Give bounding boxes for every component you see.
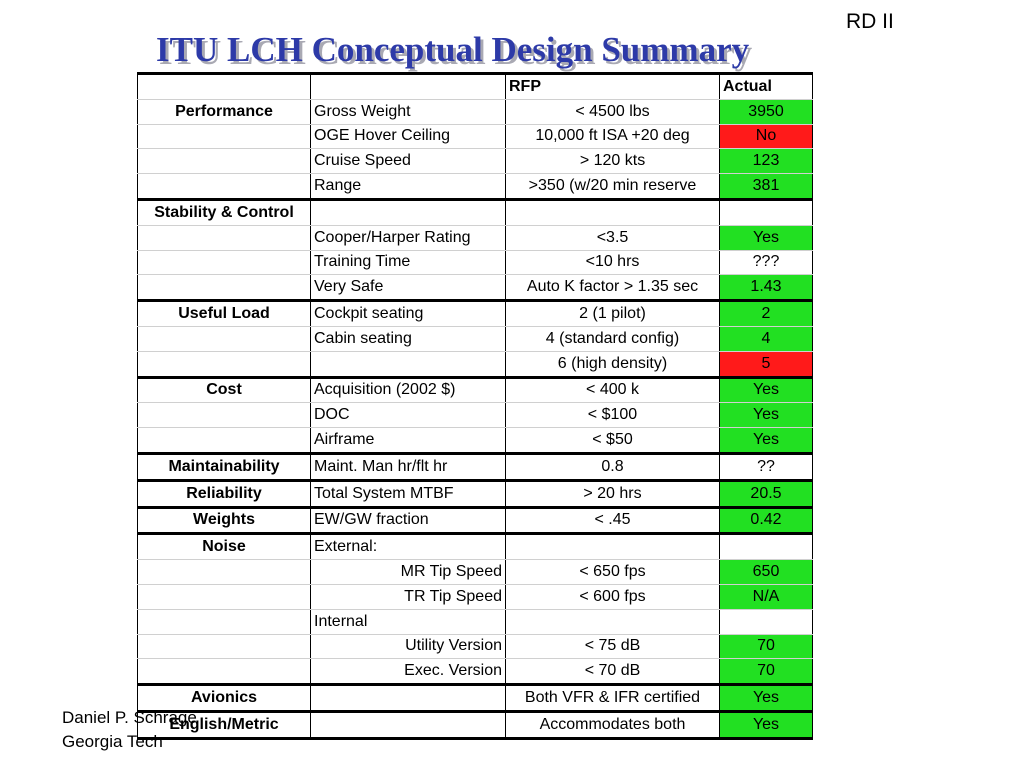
- actual-cell: ??: [720, 453, 813, 480]
- actual-cell: 2: [720, 301, 813, 327]
- rfp-cell: [506, 609, 720, 634]
- actual-cell: 0.42: [720, 507, 813, 534]
- table-row: [138, 225, 813, 250]
- actual-cell: Yes: [720, 225, 813, 250]
- rfp-cell: <10 hrs: [506, 250, 720, 275]
- category-cell: [138, 584, 311, 609]
- requirement-cell: [311, 685, 506, 712]
- table-row: [138, 124, 813, 149]
- requirement-cell: Cabin seating: [311, 326, 506, 351]
- requirement-cell: [311, 351, 506, 377]
- category-cell: Noise: [138, 534, 311, 560]
- table-row: [138, 584, 813, 609]
- requirement-cell: Cruise Speed: [311, 149, 506, 174]
- rfp-cell: < 75 dB: [506, 634, 720, 659]
- requirement-cell: [311, 711, 506, 738]
- category-cell: [138, 124, 311, 149]
- table-row: [138, 609, 813, 634]
- table-row: [138, 634, 813, 659]
- requirement-cell: [311, 199, 506, 225]
- category-cell: [138, 250, 311, 275]
- requirement-cell: Maint. Man hr/flt hr: [311, 453, 506, 480]
- rfp-cell: Both VFR & IFR certified: [506, 685, 720, 712]
- actual-cell: Yes: [720, 377, 813, 403]
- actual-cell: ???: [720, 250, 813, 275]
- table-row: [138, 377, 813, 403]
- category-cell: [138, 403, 311, 428]
- table-row: [138, 301, 813, 327]
- category-cell: Maintainability: [138, 453, 311, 480]
- rfp-cell: < $100: [506, 403, 720, 428]
- footer: [62, 706, 197, 754]
- actual-cell: 70: [720, 659, 813, 685]
- table-row: [138, 199, 813, 225]
- category-cell: [138, 326, 311, 351]
- requirement-cell: Very Safe: [311, 275, 506, 301]
- requirement-cell: Utility Version: [311, 634, 506, 659]
- rfp-cell: Auto K factor > 1.35 sec: [506, 275, 720, 301]
- actual-cell: 1.43: [720, 275, 813, 301]
- header-rfp: RFP: [506, 74, 720, 100]
- category-cell: [138, 634, 311, 659]
- table-row: [138, 351, 813, 377]
- rfp-cell: Accommodates both: [506, 711, 720, 738]
- actual-cell: [720, 534, 813, 560]
- category-cell: English/Metric: [138, 711, 311, 738]
- requirement-cell: Airframe: [311, 428, 506, 454]
- rfp-cell: < 650 fps: [506, 560, 720, 585]
- rfp-cell: <3.5: [506, 225, 720, 250]
- requirement-cell: Training Time: [311, 250, 506, 275]
- requirement-cell: Total System MTBF: [311, 480, 506, 507]
- category-cell: Performance: [138, 99, 311, 124]
- table-row: [138, 534, 813, 560]
- category-cell: Useful Load: [138, 301, 311, 327]
- category-cell: [138, 351, 311, 377]
- header-actual: Actual: [720, 74, 813, 100]
- category-cell: [138, 225, 311, 250]
- rfp-cell: 4 (standard config): [506, 326, 720, 351]
- category-cell: [138, 609, 311, 634]
- table-row: [138, 428, 813, 454]
- header-category: [138, 74, 311, 100]
- category-cell: Stability & Control: [138, 199, 311, 225]
- requirement-cell: Exec. Version: [311, 659, 506, 685]
- category-cell: [138, 149, 311, 174]
- category-cell: Avionics: [138, 685, 311, 712]
- actual-cell: Yes: [720, 403, 813, 428]
- rfp-cell: < 400 k: [506, 377, 720, 403]
- actual-cell: Yes: [720, 685, 813, 712]
- table-row: [138, 250, 813, 275]
- requirement-cell: Range: [311, 174, 506, 200]
- table-row: [138, 99, 813, 124]
- table-row: [138, 275, 813, 301]
- actual-cell: Yes: [720, 428, 813, 454]
- requirement-cell: MR Tip Speed: [311, 560, 506, 585]
- table-row: [138, 507, 813, 534]
- requirement-cell: Acquisition (2002 $): [311, 377, 506, 403]
- header-requirement: [311, 74, 506, 100]
- category-cell: [138, 174, 311, 200]
- actual-cell: 650: [720, 560, 813, 585]
- actual-cell: 70: [720, 634, 813, 659]
- requirement-cell: Cooper/Harper Rating: [311, 225, 506, 250]
- requirement-cell: Cockpit seating: [311, 301, 506, 327]
- actual-cell: [720, 609, 813, 634]
- rfp-cell: 2 (1 pilot): [506, 301, 720, 327]
- slide-title: ITU LCH Conceptual Design Summary: [156, 30, 750, 69]
- author-name: Daniel P. Schrage: [62, 708, 197, 727]
- rfp-cell: < 70 dB: [506, 659, 720, 685]
- requirement-cell: EW/GW fraction: [311, 507, 506, 534]
- table-row: [138, 711, 813, 738]
- actual-cell: [720, 199, 813, 225]
- table-row: [138, 685, 813, 712]
- table-header-row: [138, 74, 813, 100]
- actual-cell: 3950: [720, 99, 813, 124]
- requirement-cell: Gross Weight: [311, 99, 506, 124]
- table-row: [138, 403, 813, 428]
- requirement-cell: OGE Hover Ceiling: [311, 124, 506, 149]
- table-row: [138, 453, 813, 480]
- rfp-cell: [506, 199, 720, 225]
- category-cell: Cost: [138, 377, 311, 403]
- table-row: [138, 560, 813, 585]
- requirement-cell: External:: [311, 534, 506, 560]
- rfp-cell: < 600 fps: [506, 584, 720, 609]
- rfp-cell: > 20 hrs: [506, 480, 720, 507]
- requirement-cell: DOC: [311, 403, 506, 428]
- category-cell: [138, 428, 311, 454]
- author-affiliation: Georgia Tech: [62, 732, 163, 751]
- actual-cell: 123: [720, 149, 813, 174]
- slide-tag: RD II: [846, 10, 894, 33]
- actual-cell: Yes: [720, 711, 813, 738]
- rfp-cell: 0.8: [506, 453, 720, 480]
- category-cell: [138, 560, 311, 585]
- rfp-cell: 10,000 ft ISA +20 deg: [506, 124, 720, 149]
- requirement-cell: Internal: [311, 609, 506, 634]
- rfp-cell: < 4500 lbs: [506, 99, 720, 124]
- table-row: [138, 659, 813, 685]
- rfp-cell: < $50: [506, 428, 720, 454]
- category-cell: [138, 275, 311, 301]
- rfp-cell: >350 (w/20 min reserve: [506, 174, 720, 200]
- actual-cell: N/A: [720, 584, 813, 609]
- table-row: [138, 480, 813, 507]
- category-cell: Weights: [138, 507, 311, 534]
- category-cell: [138, 659, 311, 685]
- design-summary-table: [137, 72, 813, 740]
- rfp-cell: 6 (high density): [506, 351, 720, 377]
- actual-cell: 20.5: [720, 480, 813, 507]
- actual-cell: 381: [720, 174, 813, 200]
- requirement-cell: TR Tip Speed: [311, 584, 506, 609]
- table-row: [138, 326, 813, 351]
- actual-cell: No: [720, 124, 813, 149]
- category-cell: Reliability: [138, 480, 311, 507]
- table-row: [138, 149, 813, 174]
- rfp-cell: < .45: [506, 507, 720, 534]
- rfp-cell: > 120 kts: [506, 149, 720, 174]
- rfp-cell: [506, 534, 720, 560]
- actual-cell: 4: [720, 326, 813, 351]
- table-row: [138, 174, 813, 200]
- actual-cell: 5: [720, 351, 813, 377]
